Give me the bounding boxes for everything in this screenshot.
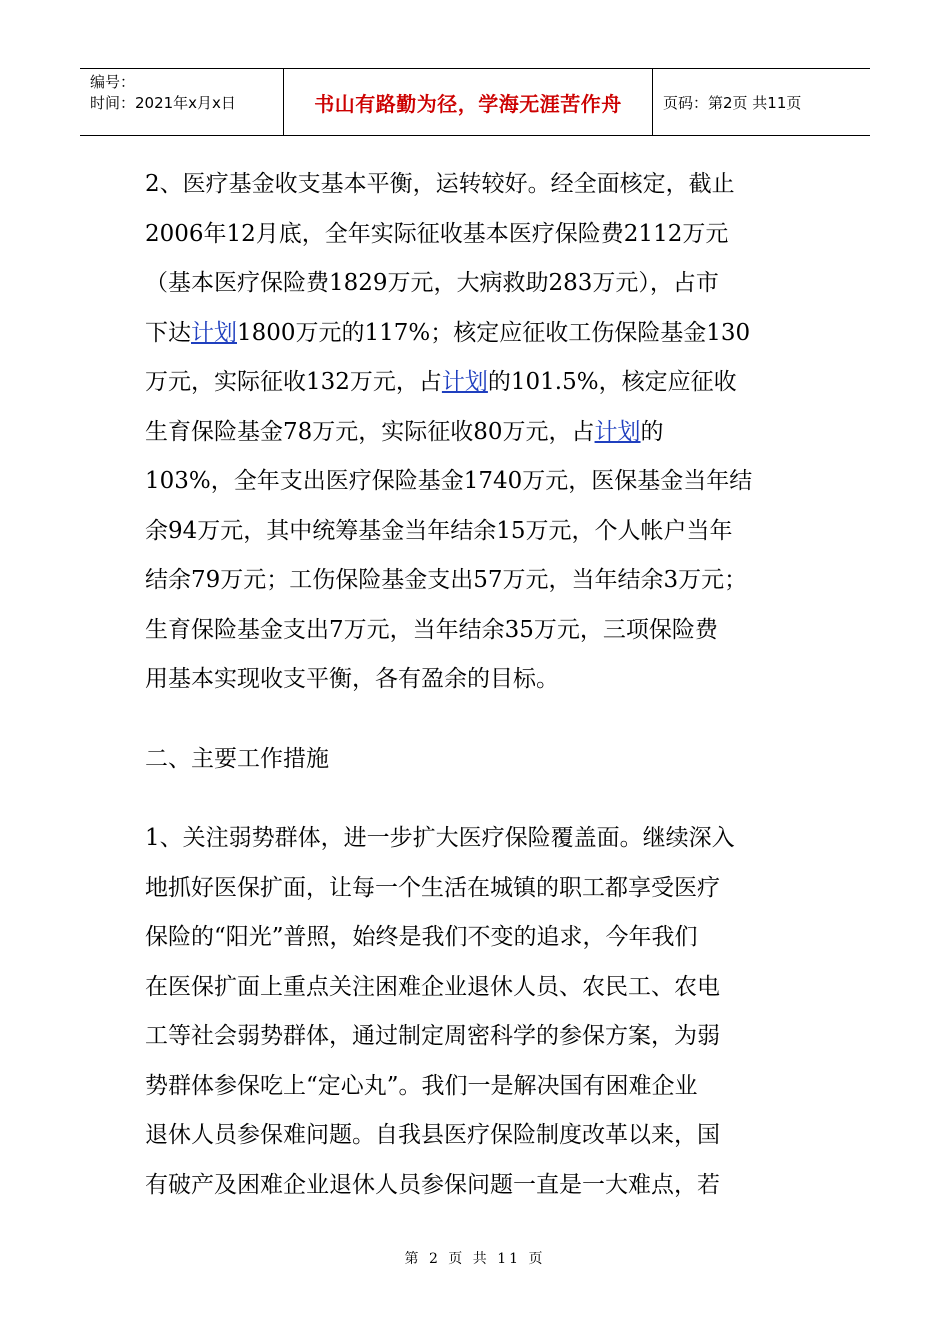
text-line: 保险的“阳光”普照，始终是我们不变的追求，今年我们	[145, 924, 698, 950]
text-segment: 下达	[145, 319, 191, 346]
text-line: 地抓好医保扩面，让每一个生活在城镇的职工都享受医疗	[145, 874, 720, 901]
document-body	[145, 160, 805, 1210]
text-line: 退休人员参保难问题。自我县医疗保险制度改革以来，国	[145, 1122, 720, 1148]
text-line: 工等社会弱势群体，通过制定周密科学的参保方案，为弱	[145, 1023, 720, 1049]
text-segment: 的101.5%，核定应征收	[487, 369, 737, 395]
paragraph-fund-balance	[145, 160, 805, 705]
page-footer: 第 2 页 共 11 页	[404, 1251, 546, 1267]
text-segment: 万元，实际征收132万元，占	[145, 369, 442, 395]
text-segment: 1800万元的117%；核定应征收工伤保险基金130	[237, 319, 751, 346]
text-line: 2006年12月底，全年实际征收基本医疗保险费2112万元	[145, 220, 729, 247]
text-line: 余94万元，其中统筹基金当年结余15万元，个人帐户当年	[145, 517, 733, 544]
paragraph-coverage	[145, 814, 805, 1210]
plan-link[interactable]: 计划	[594, 418, 641, 445]
page-header	[80, 68, 870, 136]
text-line	[145, 408, 805, 458]
header-page-info: 页码：第2页 共11页	[663, 93, 802, 112]
header-motto: 书山有路勤为径，学海无涯苦作舟	[283, 69, 653, 135]
plan-link[interactable]: 计划	[191, 319, 237, 346]
text-line: 用基本实现收支平衡，各有盈余的目标。	[145, 666, 559, 692]
text-line: 103%，全年支出医疗保险基金1740万元，医保基金当年结	[145, 468, 753, 494]
text-line	[145, 358, 805, 408]
header-meta	[80, 69, 283, 135]
text-line: 2、医疗基金收支基本平衡，运转较好。经全面核定，截止	[145, 171, 735, 197]
text-line	[145, 309, 805, 359]
text-line: 势群体参保吃上“定心丸”。我们一是解决国有困难企业	[145, 1072, 698, 1099]
text-segment: 生育保险基金78万元，实际征收80万元，占	[145, 418, 595, 445]
document-time-label: 时间：2021年x月x日	[90, 94, 236, 112]
text-line: 1、关注弱势群体，进一步扩大医疗保险覆盖面。继续深入	[145, 825, 735, 851]
text-line: （基本医疗保险费1829万元，大病救助283万元），占市	[145, 270, 719, 296]
text-line: 在医保扩面上重点关注困难企业退休人员、农民工、农电	[145, 973, 720, 1000]
plan-link[interactable]: 计划	[441, 369, 488, 395]
text-line: 生育保险基金支出7万元，当年结余35万元，三项保险费	[145, 616, 718, 643]
text-line: 结余79万元；工伤保险基金支出57万元，当年结余3万元；	[145, 567, 748, 593]
section-heading: 二、主要工作措施	[145, 745, 329, 772]
text-line: 有破产及困难企业退休人员参保问题一直是一大难点，若	[145, 1171, 720, 1198]
text-segment: 的	[640, 418, 664, 445]
document-number-label: 编号：	[90, 73, 136, 91]
